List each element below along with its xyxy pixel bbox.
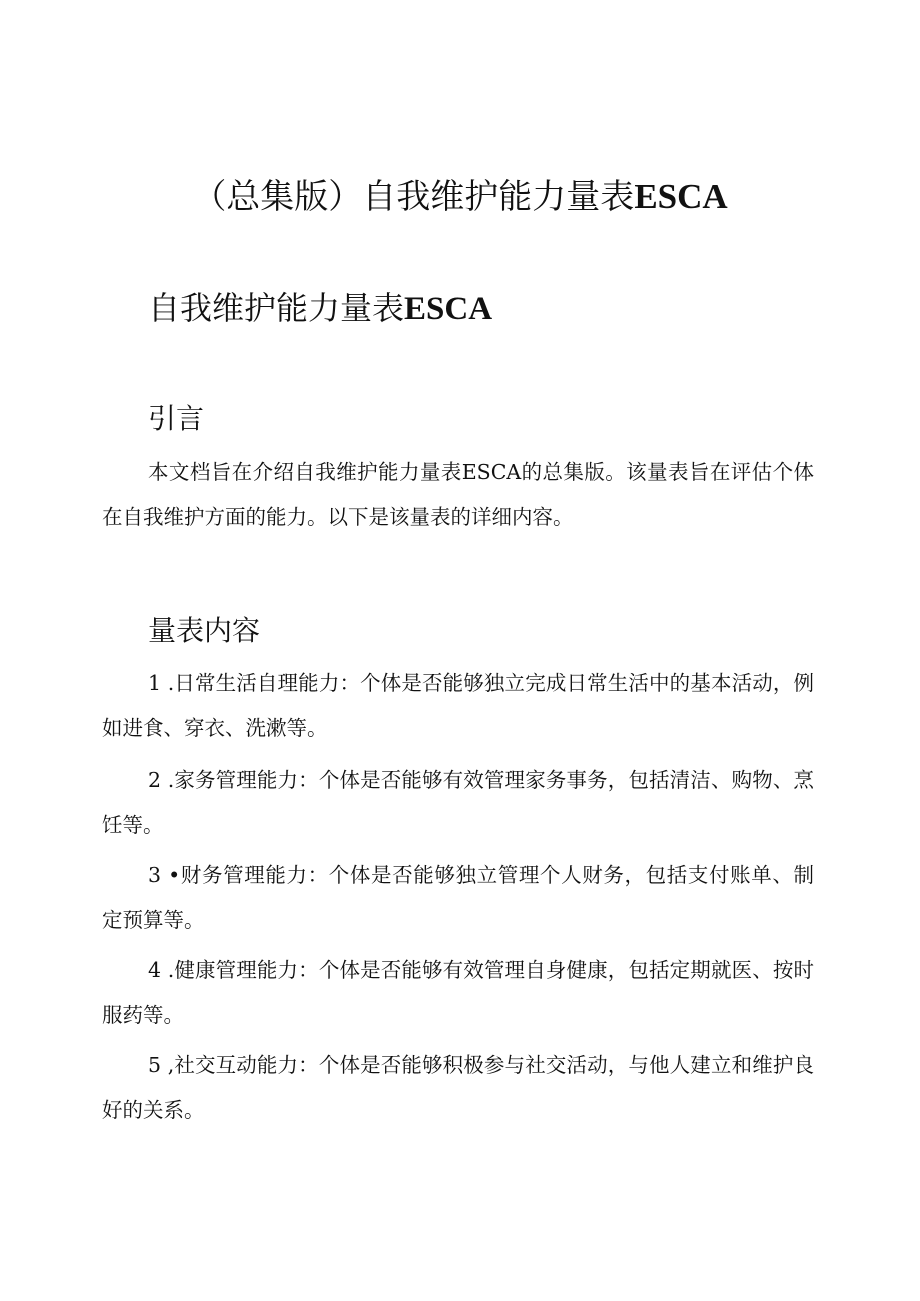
document-subtitle-acronym: ESCA — [404, 291, 493, 327]
document-title-text: （总集版）自我维护能力量表 — [192, 177, 635, 217]
list-item: 5 ,社交互动能力：个体是否能够积极参与社交活动，与他人建立和维护良好的关系。 — [102, 1053, 814, 1122]
document-subtitle — [148, 282, 492, 335]
intro-paragraph: 本文档旨在介绍自我维护能力量表ESCA的总集版。该量表旨在评估个体在自我维护方面的能力。以下是该量表的详细内容。 — [102, 460, 814, 529]
list-item: 2 .家务管理能力：个体是否能够有效管理家务事务，包括清洁、购物、烹饪等。 — [102, 768, 814, 837]
list-item: 1 .日常生活自理能力：个体是否能够独立完成日常生活中的基本活动，例如进食、穿衣、洗漱等。 — [102, 671, 814, 740]
intro-heading: 引言 — [148, 402, 205, 435]
list-item: 4 .健康管理能力：个体是否能够有效管理自身健康，包括定期就医、按时服药等。 — [102, 958, 814, 1027]
document-title — [0, 170, 920, 224]
content-heading: 量表内容 — [148, 614, 261, 647]
list-item: 3 •财务管理能力：个体是否能够独立管理个人财务，包括支付账单、制定预算等。 — [102, 863, 814, 932]
document-title-acronym: ESCA — [634, 177, 728, 216]
document-subtitle-text: 自我维护能力量表 — [148, 289, 405, 327]
